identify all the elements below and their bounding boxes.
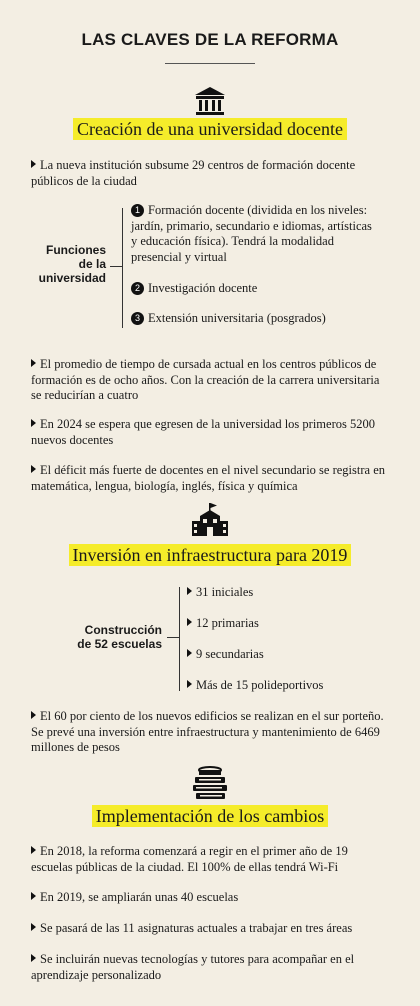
connector-line [110, 266, 122, 267]
bullet-item: En 2024 se espera que egresen de la universidad los primeros 5200 nuevos docentes [31, 417, 375, 447]
bullet-arrow-icon [31, 954, 36, 962]
page-title: LAS CLAVES DE LA REFORMA [81, 30, 339, 49]
bullet-arrow-icon [31, 711, 36, 719]
school-icon [190, 502, 230, 538]
construction-item: 12 primarias [187, 616, 387, 632]
bullet-arrow-icon [31, 419, 36, 427]
bullet-arrow-icon [187, 618, 192, 626]
function-item: 3 Extensión universitaria (posgrados) [131, 311, 381, 327]
heading-highlight: Creación de una universidad docente [73, 118, 347, 140]
bullet-item: El promedio de tiempo de cursada actual en los centros públicos de formación es de ocho años. Con la creación de la carrera universitaria se reducirían a cuatro [31, 357, 380, 402]
building-icon [193, 85, 227, 117]
heading-highlight: Implementación de los cambios [92, 805, 328, 827]
section-heading-infrastructure [0, 545, 420, 566]
bullet-item: En 2019, se ampliarán unas 40 escuelas [31, 890, 391, 906]
section-heading-implementation [0, 806, 420, 827]
title-divider [165, 63, 255, 64]
bullet-item: En 2018, la reforma comenzará a regir en el primer año de 19 escuelas públicas de la ciudad. El 100% de ellas tendrá Wi-Fi [31, 844, 348, 874]
construction-item: 9 secundarias [187, 647, 387, 663]
bullet-arrow-icon [187, 587, 192, 595]
bullet-item: El déficit más fuerte de docentes en el nivel secundario se registra en matemática, lengua, biología, inglés, física y química [31, 463, 385, 493]
number-badge: 1 [131, 204, 144, 217]
construction-item: 31 iniciales [187, 585, 387, 601]
function-item: 1 Formación docente (dividida en los niveles: jardín, primario, secundario e idiomas, artísticas y educación física). Tendrá la modalidad presencial y virtual [131, 203, 372, 264]
bullet-arrow-icon [31, 892, 36, 900]
group-label-construction: Construcción de 52 escuelas [77, 623, 162, 651]
bullet-arrow-icon [31, 359, 36, 367]
number-badge: 3 [131, 312, 144, 325]
bullet-arrow-icon [31, 160, 36, 168]
bullet-item: Se pasará de las 11 asignaturas actuales a trabajar en tres áreas [31, 921, 391, 937]
section-heading-university [0, 119, 420, 140]
books-icon [190, 765, 230, 801]
bullet-item: Se incluirán nuevas tecnologías y tutores para acompañar en el aprendizaje personalizado [31, 952, 355, 982]
bullet-arrow-icon [31, 465, 36, 473]
bullet-arrow-icon [187, 680, 192, 688]
group-label-functions: Funciones de la universidad [38, 243, 106, 285]
bracket-line [179, 587, 180, 691]
bullet-arrow-icon [31, 923, 36, 931]
bullet-item: La nueva institución subsume 29 centros de formación docente públicos de la ciudad [31, 158, 356, 188]
bullet-arrow-icon [187, 649, 192, 657]
construction-item: Más de 15 polideportivos [187, 678, 387, 694]
bullet-arrow-icon [31, 846, 36, 854]
bullet-item: El 60 por ciento de los nuevos edificios se realizan en el sur porteño. Se prevé una inversión entre infraestructura y mantenimiento de 6469 millones de pesos [31, 709, 384, 754]
connector-line [167, 637, 179, 638]
number-badge: 2 [131, 282, 144, 295]
bracket-line [122, 208, 123, 328]
heading-highlight: Inversión en infraestructura para 2019 [69, 544, 352, 566]
function-item: 2 Investigación docente [131, 281, 381, 297]
